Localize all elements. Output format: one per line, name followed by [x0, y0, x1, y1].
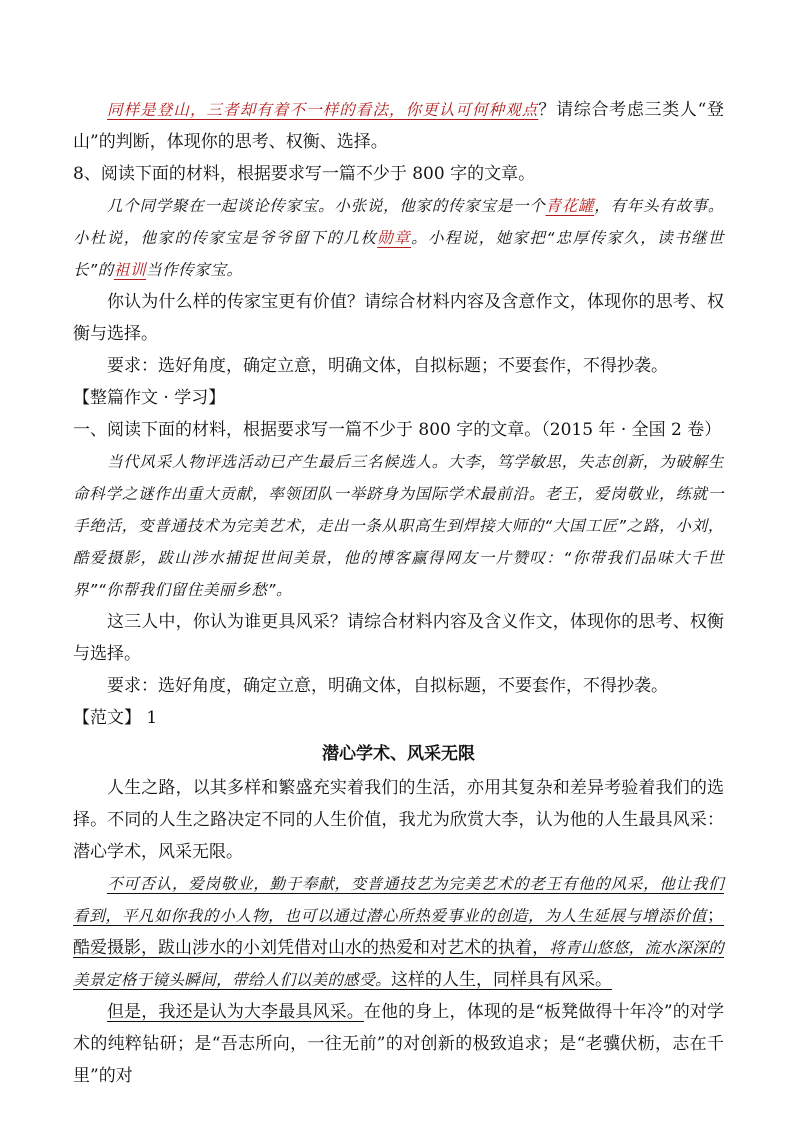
essay-p2-normal: ；酷爱摄影，跋山涉水的小刘凭借对山水的热爱和对艺术的执着，: [73, 906, 724, 958]
q1-requirement: 要求：选好角度，确定立意，明确文体，自拟标题，不要套作，不得抄袭。: [107, 676, 668, 696]
q8-keyword-zuxun: 祖训: [113, 261, 147, 279]
q8-material-part-c: 。小程说，她家把“忠厚传家久，读书继世长”的: [73, 229, 724, 279]
q8-prompt: 你认为什么样的传家宝更有价值？请综合材料内容及含意作文，体现你的思考、权衡与选择。: [73, 292, 724, 344]
q8-material-part-a: 几个同学聚在一起谈论传家宝。小张说，他家的传家宝是一个: [107, 197, 546, 215]
essay-paragraph-1: 人生之路，以其多样和繁盛充实着我们的生活，亦用其复杂和差异考验着我们的选择。不同的人生之路决定不同的人生价值，我尤为欣赏大李，认为他的人生最具风采：潜心学术，风采无限。: [73, 778, 724, 862]
q7-question-end: [73, 94, 724, 158]
q1-heading: 一、阅读下面的材料，根据要求写一篇不少于 800 字的文章。（2015 年 · 全国 2 卷）: [73, 420, 722, 440]
q7-question-rest: ？请综合考虑三类人“登山”的判断，体现你的思考、权衡、选择。: [73, 100, 724, 152]
essay-p2-tail: 这样的人生，同样具有风采。: [391, 970, 613, 990]
essay-paragraph-2: [73, 868, 724, 996]
red-underlined-question: 同样是登山，三者却有着不一样的看法，你更认可何种观点: [107, 101, 539, 119]
essay-p2-italic-b: 将青山悠悠，流水深深的美景定格于镜头瞬间，带给人们以美的感受。: [73, 939, 725, 989]
essay-title: 潜心学术、风采无限: [322, 744, 475, 764]
q8-material-part-b: ，有年头有故事。小杜说，他家的传家宝是爷爷留下的几枚: [73, 197, 724, 247]
essay-paragraph-3: [73, 996, 724, 1092]
q1-material: 当代风采人物评选活动已产生最后三名候选人。大李，笃学敏思，失志创新，为破解生命科学之谜作出重大贡献，率领团队一举跻身为国际学术最前沿。老王，爱岗敬业，练就一手绝活，变普通技术为完美艺术，走出一条从职高生到焊接大师的“大国工匠”之路，小刘，酷爱摄影，跋山涉水捕捉世间美景，他的博客赢得网友一片赞叹：“你带我们品味大千世界”“你帮我们留住美丽乡愁”。: [73, 453, 724, 599]
q8-keyword-xunzhang: 勋章: [377, 229, 412, 247]
section-heading: 【整篇作文 · 学习】: [73, 388, 226, 408]
q8-requirement: 要求：选好角度，确定立意，明确文体，自拟标题；不要套作，不得抄袭。: [107, 356, 668, 376]
q8-keyword-qinghuaguan: 青花罐: [545, 197, 595, 215]
q1-prompt: 这三人中，你认为谁更具风采？请综合材料内容及含义作文，体现你的思考、权衡与选择。: [73, 612, 724, 664]
essay-p3-text: 在他的身上，体现的是“板凳做得十年冷”的对学术的纯粹钻研；是“吾志所向，一往无前”的对创新的极致追求；是“老骥伏枥，志在千里”的对: [73, 1002, 724, 1086]
q8-material-part-d: 当作传家宝。: [146, 261, 243, 279]
essay-p2-italic-a: 不可否认，爱岗敬业，勤于奉献，变普通技艺为完美艺术的老王有他的风采，他让我们看到，平凡如你我的小人物，也可以通过潜心所热爱事业的创造，为人生延展与增添价值: [73, 875, 724, 925]
model-essay-label: 【范文】 1: [73, 708, 158, 728]
q8-material: [73, 190, 724, 286]
essay-p3-underlined: 但是，我还是认为大李最具风采。: [107, 1002, 364, 1022]
q8-heading: 8、阅读下面的材料，根据要求写一篇不少于 800 字的文章。: [73, 164, 536, 184]
